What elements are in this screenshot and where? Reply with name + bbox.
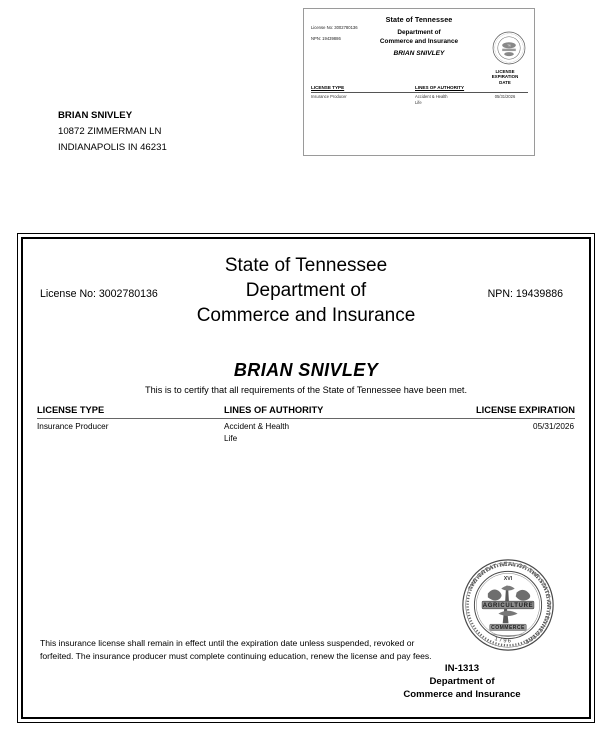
svg-text:TN: TN [507,44,511,48]
license-certificate [17,233,595,723]
card-licensee-name: BRIAN SNIVLEY [393,50,445,57]
svg-text:AGRICULTURE: AGRICULTURE [482,603,534,610]
card-npn: NPN: 19439886 [311,36,341,41]
certificate-values-row [37,421,575,451]
card-value-authority-1: Accident & Health [415,94,448,99]
certificate-issuer-line2: Commerce and Insurance [403,689,521,700]
certificate-form-number: IN-1313 [444,663,480,674]
card-expiration-header-line3: DATE [499,79,511,85]
value-license-type: Insurance Producer [37,422,109,431]
certificate-npn: NPN: 19439886 [487,288,563,300]
card-expiration-header-line1: LICENSE [495,69,515,74]
card-department-line1: Department of [397,29,441,36]
tennessee-state-seal-icon [460,557,556,653]
card-column-headers [311,85,528,93]
column-header-license-type: LICENSE TYPE [37,405,105,415]
svg-text:THE GREAT SEAL OF THE STATE OF: THE GREAT SEAL OF THE STATE OF TENNESSEE [467,561,552,645]
card-state-title: State of Tennessee [385,15,453,24]
certificate-department-line1: Department of [245,280,367,301]
certificate-footnote: This insurance license shall remain in effect until the expiration date unless suspended, revoked or forfeited. The insurance producer must complete continuing education, renew the license and pay fees. [40,638,432,661]
mailing-address-city-state-zip: INDIANAPOLIS IN 46231 [58,142,167,153]
certificate-licensee-name: BRIAN SNIVLEY [233,360,379,380]
column-header-lines-of-authority: LINES OF AUTHORITY [224,405,324,415]
card-value-expiration: 05/31/2026 [494,94,516,99]
card-column-lines-of-authority: LINES OF AUTHORITY [415,85,465,90]
tennessee-state-seal-icon [492,31,526,65]
mailing-address-street: 10872 ZIMMERMAN LN [58,126,162,137]
card-license-number: License No: 3002780136 [311,25,358,30]
svg-text:1796: 1796 [493,636,513,645]
svg-text:XVI: XVI [503,576,513,583]
certificate-certify-statement: This is to certify that all requirements of the State of Tennessee have been met. [144,385,468,395]
value-license-expiration: 05/31/2026 [533,422,574,431]
certificate-department-line2: Commerce and Insurance [196,305,416,326]
value-authority-1: Accident & Health [224,422,290,431]
column-header-license-expiration: LICENSE EXPIRATION [475,405,575,415]
card-expiration-header-line2: EXPIRATION [491,74,519,80]
certificate-issuer-block [362,662,562,701]
card-expiration-header [482,69,528,85]
certificate-license-number: License No: 3002780136 [40,288,158,300]
card-value-authority-2: Life [415,100,422,105]
certificate-issuer-line1: Department of [429,676,495,687]
svg-text:COMMERCE: COMMERCE [491,625,525,631]
card-column-license-type: LICENSE TYPE [311,85,345,90]
mailing-address-block [58,108,167,156]
card-values-row [311,94,528,114]
value-authority-2: Life [224,434,238,443]
card-value-license-type: Insurance Producer [311,94,347,99]
certificate-column-headers [37,405,575,419]
mailing-address-name: BRIAN SNIVLEY [58,110,133,121]
card-department-line2: Commerce and Insurance [379,37,459,45]
certificate-state-title: State of Tennessee [224,255,388,276]
wallet-license-card [303,8,535,156]
